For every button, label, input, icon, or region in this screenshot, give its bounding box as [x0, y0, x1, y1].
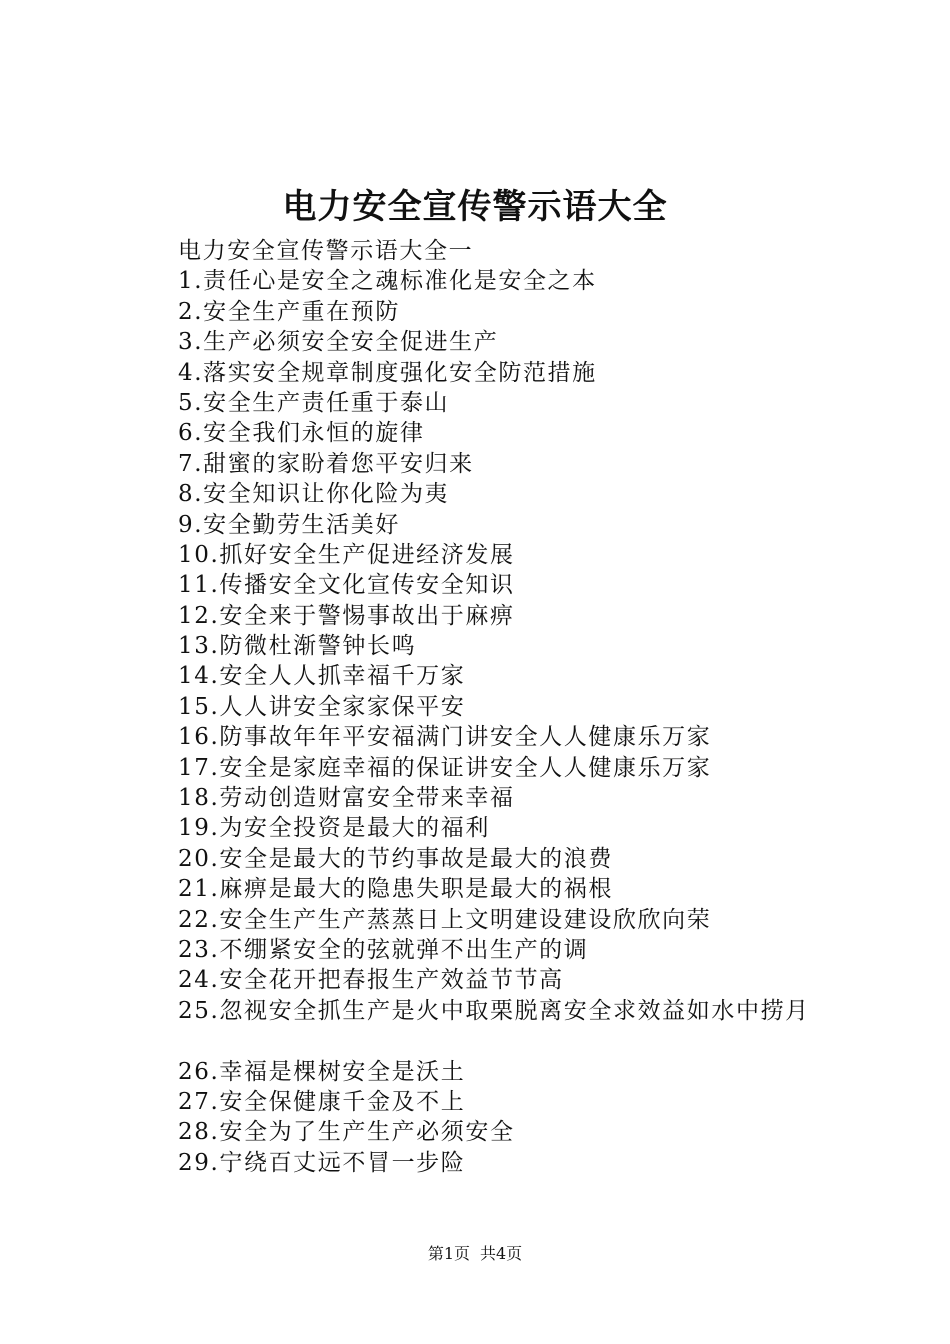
list-item: 20.安全是最大的节约事故是最大的浪费 [178, 845, 613, 872]
list-item: 18.劳动创造财富安全带来幸福 [178, 785, 515, 812]
list-item: 23.不绷紧安全的弦就弹不出生产的调 [178, 936, 589, 963]
list-item: 11.传播安全文化宣传安全知识 [178, 572, 515, 599]
list-item: 22.安全生产生产蒸蒸日上文明建设建设欣欣向荣 [178, 906, 712, 933]
paragraph-gap [178, 1026, 878, 1056]
list-item: 5.安全生产责任重于泰山 [178, 389, 450, 416]
list-item: 4.落实安全规章制度强化安全防范措施 [178, 359, 597, 386]
list-item: 1.责任心是安全之魂标准化是安全之本 [178, 268, 597, 295]
slogan-list [178, 266, 878, 1026]
list-item: 17.安全是家庭幸福的保证讲安全人人健康乐万家 [178, 754, 712, 781]
list-item: 26.幸福是棵树安全是沃土 [178, 1058, 466, 1085]
section-heading: 电力安全宣传警示语大全一 [178, 238, 474, 264]
page-footer [0, 1242, 950, 1266]
list-item: 10.抓好安全生产促进经济发展 [178, 541, 515, 568]
slogan-list-continued [178, 1057, 878, 1179]
list-item: 8.安全知识让你化险为夷 [178, 481, 450, 508]
list-item: 13.防微杜渐警钟长鸣 [178, 633, 417, 660]
document-title: 电力安全宣传警示语大全 [282, 187, 668, 227]
list-item: 16.防事故年年平安福满门讲安全人人健康乐万家 [178, 724, 712, 751]
page-number: 第1页 [427, 1244, 470, 1263]
list-item: 2.安全生产重在预防 [178, 298, 400, 325]
document-body [178, 236, 878, 1178]
list-item: 19.为安全投资是最大的福利 [178, 815, 490, 842]
list-item: 27.安全保健康千金及不上 [178, 1088, 466, 1115]
list-item: 14.安全人人抓幸福千万家 [178, 663, 466, 690]
list-item: 12.安全来于警惕事故出于麻痹 [178, 602, 515, 629]
list-item: 25.忽视安全抓生产是火中取栗脱离安全求效益如水中捞月 [178, 997, 810, 1024]
page-total: 共4页 [480, 1244, 523, 1263]
list-item: 9.安全勤劳生活美好 [178, 511, 400, 538]
list-item: 6.安全我们永恒的旋律 [178, 420, 425, 447]
list-item: 3.生产必须安全安全促进生产 [178, 329, 499, 356]
list-item: 21.麻痹是最大的隐患失职是最大的祸根 [178, 876, 613, 903]
list-item: 28.安全为了生产生产必须安全 [178, 1119, 515, 1146]
list-item: 15.人人讲安全家家保平安 [178, 693, 466, 720]
list-item: 24.安全花开把春报生产效益节节高 [178, 967, 564, 994]
list-item: 7.甜蜜的家盼着您平安归来 [178, 450, 474, 477]
list-item: 29.宁绕百丈远不冒一步险 [178, 1149, 466, 1176]
